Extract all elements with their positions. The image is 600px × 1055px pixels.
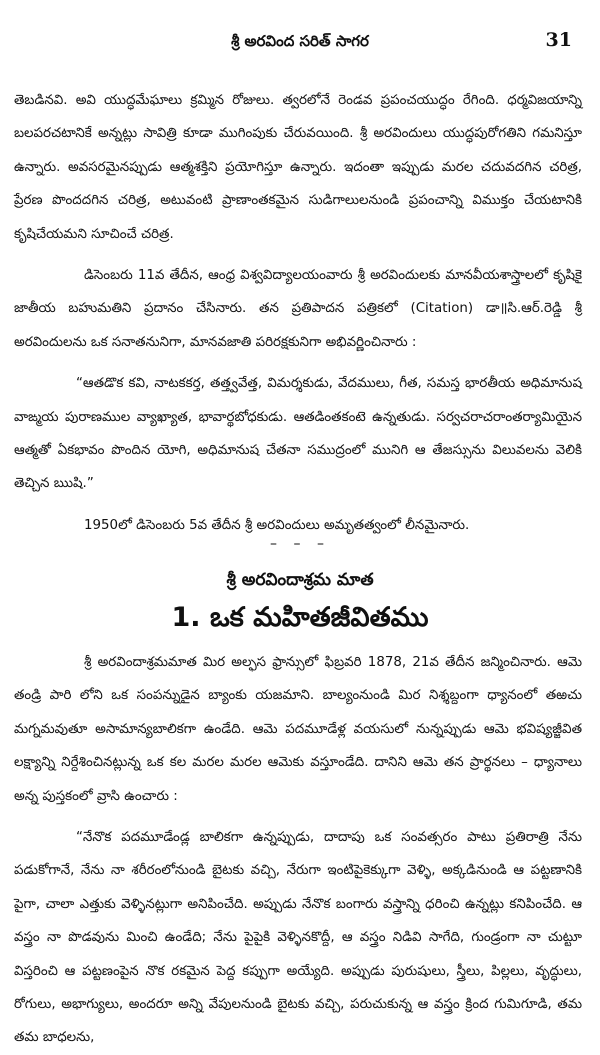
body-text-bottom (14, 646, 582, 1055)
section-subtitle: శ్రీ అరవిందాశ్రమ మాత (226, 570, 374, 590)
paragraph: తెబడినవి. అవి యుద్ధమేఘాలు క్రమ్మిన రోజులు. త్వరలోనే రెండవ ప్రపంచయుద్ధం రేగింది. ధర్మవిజయాన్ని బలపరచటానికే అన్నట్లు సావిత్రి కూడా ముగింపుకు చేరువయింది. శ్రీ అరవిందులు యుద్ధపురోగతిని గమనిస్తూ ఉన్నారు. అవసరమైనప్పుడు ఆత్మశక్తిని ప్రయోగిస్తూ ఉన్నారు. ఇదంతా ఇప్పుడు మరల చదువదగిన చరిత్ర, ప్రేరణ పొందదగిన చరిత్ర, అటువంటి ప్రాణాంతకమైన సుడిగాలులనుండి ప్రపంచాన్ని విముక్తం చేయటానికి కృషిచేయమని సూచించే చరిత్ర. (14, 93, 582, 242)
body-text-top (14, 84, 582, 542)
paragraph: డిసెంబరు 11వ తేదీన, ఆంధ్ర విశ్వవిద్యాలయంవారు శ్రీ అరవిందులకు మానవీయశాస్త్రాలలో కృషికై జాతీయ బహుమతిని ప్రదానం చేసినారు. తన ప్రతిపాదన పత్రికలో (Citation) డా॥సి.ఆర్.రెడ్డి శ్రీ అరవిందులను ఒక సనాతనునిగా, మానవజాతి పరిరక్షకునిగా అభివర్ణించినారు : (14, 268, 582, 350)
block-quote: “నేనొక పదమూడేండ్ల బాలికగా ఉన్నప్పుడు, దాదాపు ఒక సంవత్సరం పాటు ప్రతిరాత్రి నేను పడుకోగానే, నేను నా శరీరంలోనుండి బైటకు వచ్చి, నేరుగా ఇంటిపైకెక్కుగా వెళ్ళి, అక్కడినుండి ఆ పట్టణానికి పైగా, చాలా ఎత్తుకు వెళ్ళినట్లుగా అనిపించేది. అప్పుడు నేనొక బంగారు వస్త్రాన్ని ధరించి ఉన్నట్లు కనిపించేది. ఆ వస్త్రం నా పొడవును మించి ఉండేది; నేను పైపైకి వెళ్ళినకొద్దీ, ఆ వస్త్రం నిడివి సాగేది, గుండ్రంగా నా చుట్టూ విస్తరించి ఆ పట్టణంపైన నొక రకమైన పెద్ద కప్పుగా అయ్యేది. అప్పుడు పురుషులు, స్త్రీలు, పిల్లలు, వృద్ధులు, రోగులు, అభాగ్యులు, అందరూ అన్ని వేపులనుండి బైటకు వచ్చి, పరుచుకున్న ఆ వస్త్రం క్రింద గుమిగూడి, తమ తమ బాధలను, (14, 830, 582, 1046)
block-quote: “ఆతడొక కవి, నాటకకర్త, తత్త్వవేత్త, విమర్శకుడు, వేదములు, గీత, సమస్త భారతీయ అధిమానుష వాఙ్మయ పురాణముల వ్యాఖ్యాత, భావార్థబోధకుడు. ఆతడింతకంటె ఉన్నతుడు. సర్వచరాచరాంతర్యామియైన ఆత్మతో ఏకభావం పొందిన యోగి, అధిమానుష చేతనా సముద్రంలో మునిగి ఆ తేజస్సును విలువలను వెలికి తెచ్చిన ఋషి.” (14, 376, 582, 492)
running-head: శ్రీ అరవింద సరిత్ సాగర (231, 32, 369, 50)
paragraph: 1950లో డిసెంబరు 5వ తేదీన శ్రీ అరవిందులు అమృతత్వంలో లీనమైనారు. (84, 517, 470, 533)
section-separator: – – – (270, 536, 330, 552)
paragraph: శ్రీ అరవిందాశ్రమమాత మిర అల్ఫస ఫ్రాన్సులో ఫిబ్రవరి 1878, 21వ తేదీన జన్మించినారు. ఆమె తండ్రి పారి లోని ఒక సంపన్నుడైన బ్యాంకు యజమాని. బాల్యంనుండి మిర నిశ్శబ్దంగా ధ్యానంలో తఱచు మగ్నమవుతూ అసామాన్యబాలికగా ఉండేది. ఆమె పదమూడేళ్ల వయసులో నున్నప్పుడు ఆమె భవిష్యజ్జీవిత లక్ష్యాన్ని నిర్దేశించినట్లున్న ఒక కల మరల మరల ఆమెకు వస్తూండేది. దానిని ఆమె తన ప్రార్థనలు – ధ్యానాలు అన్న పుస్తకంలో వ్రాసి ఉంచారు : (14, 655, 582, 804)
section-title: 1. ఒక మహితజీవితము (171, 602, 429, 633)
page-number: 31 (545, 29, 572, 51)
